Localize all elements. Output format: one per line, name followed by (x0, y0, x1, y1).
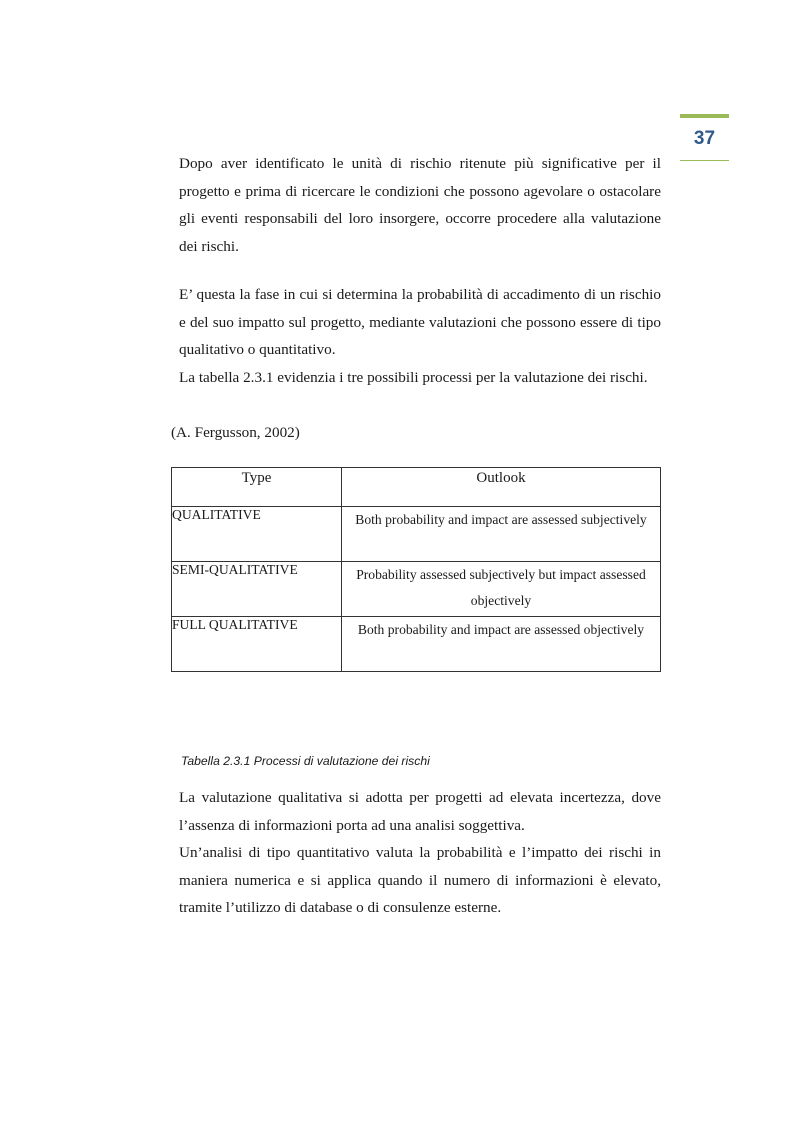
table-cell-outlook: Both probability and impact are assessed objectively (342, 617, 661, 672)
table-row (172, 507, 661, 562)
table-header-outlook: Outlook (342, 468, 661, 507)
table-cell-outlook: Both probability and impact are assessed subjectively (342, 507, 661, 562)
paragraph-intro: Dopo aver identificato le unità di rischio ritenute più significative per il progetto e prima di ricercare le condizioni che possono agevolare o ostacolare gli eventi responsabili del loro insorgere, occorre procedere alla valutazione dei rischi. (179, 155, 661, 255)
table-cell-type: FULL QUALITATIVE (172, 617, 342, 672)
citation: (A. Fergusson, 2002) (171, 424, 300, 441)
table-header-type: Type (172, 468, 342, 507)
page-number-bottom-rule (680, 160, 729, 161)
paragraph-quantitative: Un’analisi di tipo quantitativo valuta la probabilità e l’impatto dei rischi in maniera numerica e si applica quando il numero di informazioni è elevato, tramite l’utilizzo di database o di consulenze esterne. (179, 844, 661, 917)
paragraph-table-ref: La tabella 2.3.1 evidenzia i tre possibili processi per la valutazione dei rischi. (179, 369, 648, 386)
page-number: 37 (693, 128, 716, 149)
table-cell-outlook: Probability assessed subjectively but impact assessed objectively (342, 562, 661, 617)
risk-assessment-table (171, 467, 661, 672)
paragraph-qualitative: La valutazione qualitativa si adotta per progetti ad elevata incertezza, dove l’assenza di informazioni porta ad una analisi soggettiva. (179, 789, 661, 834)
table-cell-type: QUALITATIVE (172, 507, 342, 562)
page-number-top-rule (680, 114, 729, 118)
table-row (172, 562, 661, 617)
table-caption: Tabella 2.3.1 Processi di valutazione dei rischi (181, 754, 430, 768)
table-header-row (172, 468, 661, 507)
paragraph-phase: E’ questa la fase in cui si determina la probabilità di accadimento di un rischio e del suo impatto sul progetto, mediante valutazioni che possono essere di tipo qualitativo o quantitativo. (179, 286, 661, 359)
page-number-box (680, 114, 729, 162)
paragraph-analysis (179, 784, 661, 922)
table-cell-type: SEMI-QUALITATIVE (172, 562, 342, 617)
table-row (172, 617, 661, 672)
